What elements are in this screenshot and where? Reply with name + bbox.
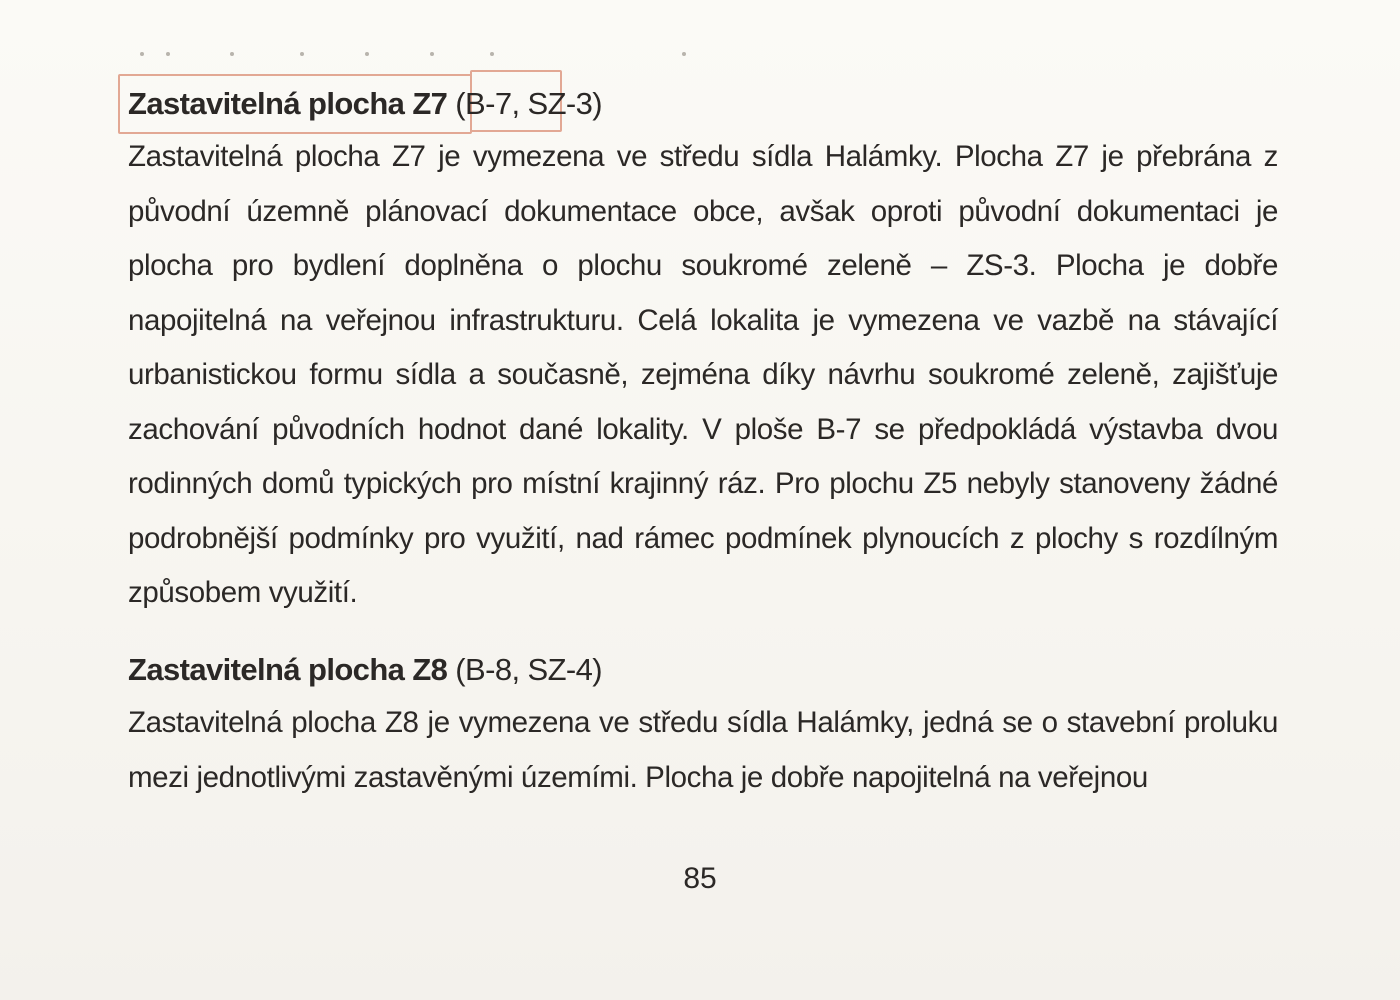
section-heading-title: Zastavitelná plocha Z7 <box>128 86 448 121</box>
decorative-dot <box>430 52 434 56</box>
section-paragraph: Zastavitelná plocha Z7 je vymezena ve středu sídla Halámky. Plocha Z7 je přebrána z původní územně plánovací dokumentace obce, avšak oproti původní dokumentaci je plocha pro bydlení doplněna o plochu soukromé zeleně – ZS-3. Plocha je dobře napojitelná na veřejnou infrastrukturu. Celá lokalita je vymezena ve vazbě na stávající urbanistickou formu sídla a současně, zejména díky návrhu soukromé zeleně, zajišťuje zachování původních hodnot dané lokality. V ploše B-7 se předpokládá výstavba dvou rodinných domů typických pro místní krajinný ráz. Pro plochu Z5 nebyly stanoveny žádné podrobnější podmínky pro využití, nad rámec podmínek plynoucích z plochy s rozdílným způsobem využití. <box>128 140 1278 609</box>
decorative-dot <box>490 52 494 56</box>
page-number: 85 <box>683 862 717 895</box>
section-heading-codes: (B-7, SZ-3) <box>447 86 602 121</box>
decorative-dot <box>365 52 369 56</box>
section-heading-title: Zastavitelná plocha Z8 <box>128 652 448 687</box>
decorative-dot <box>682 52 686 56</box>
section-heading <box>128 650 1278 690</box>
section-heading <box>128 84 1278 124</box>
section-z8 <box>128 650 1278 805</box>
decorative-dot <box>230 52 234 56</box>
section-paragraph: Zastavitelná plocha Z8 je vymezena ve středu sídla Halámky, jedná se o stavební proluku mezi jednotlivými zastavěnými územími. Plocha je dobře napojitelná na veřejnou <box>128 706 1278 794</box>
decorative-dot <box>166 52 170 56</box>
section-z7 <box>128 84 1278 621</box>
decorative-dot <box>140 52 144 56</box>
decorative-dot <box>300 52 304 56</box>
decorative-dot-row <box>130 48 690 60</box>
section-heading-codes: (B-8, SZ-4) <box>447 652 602 687</box>
